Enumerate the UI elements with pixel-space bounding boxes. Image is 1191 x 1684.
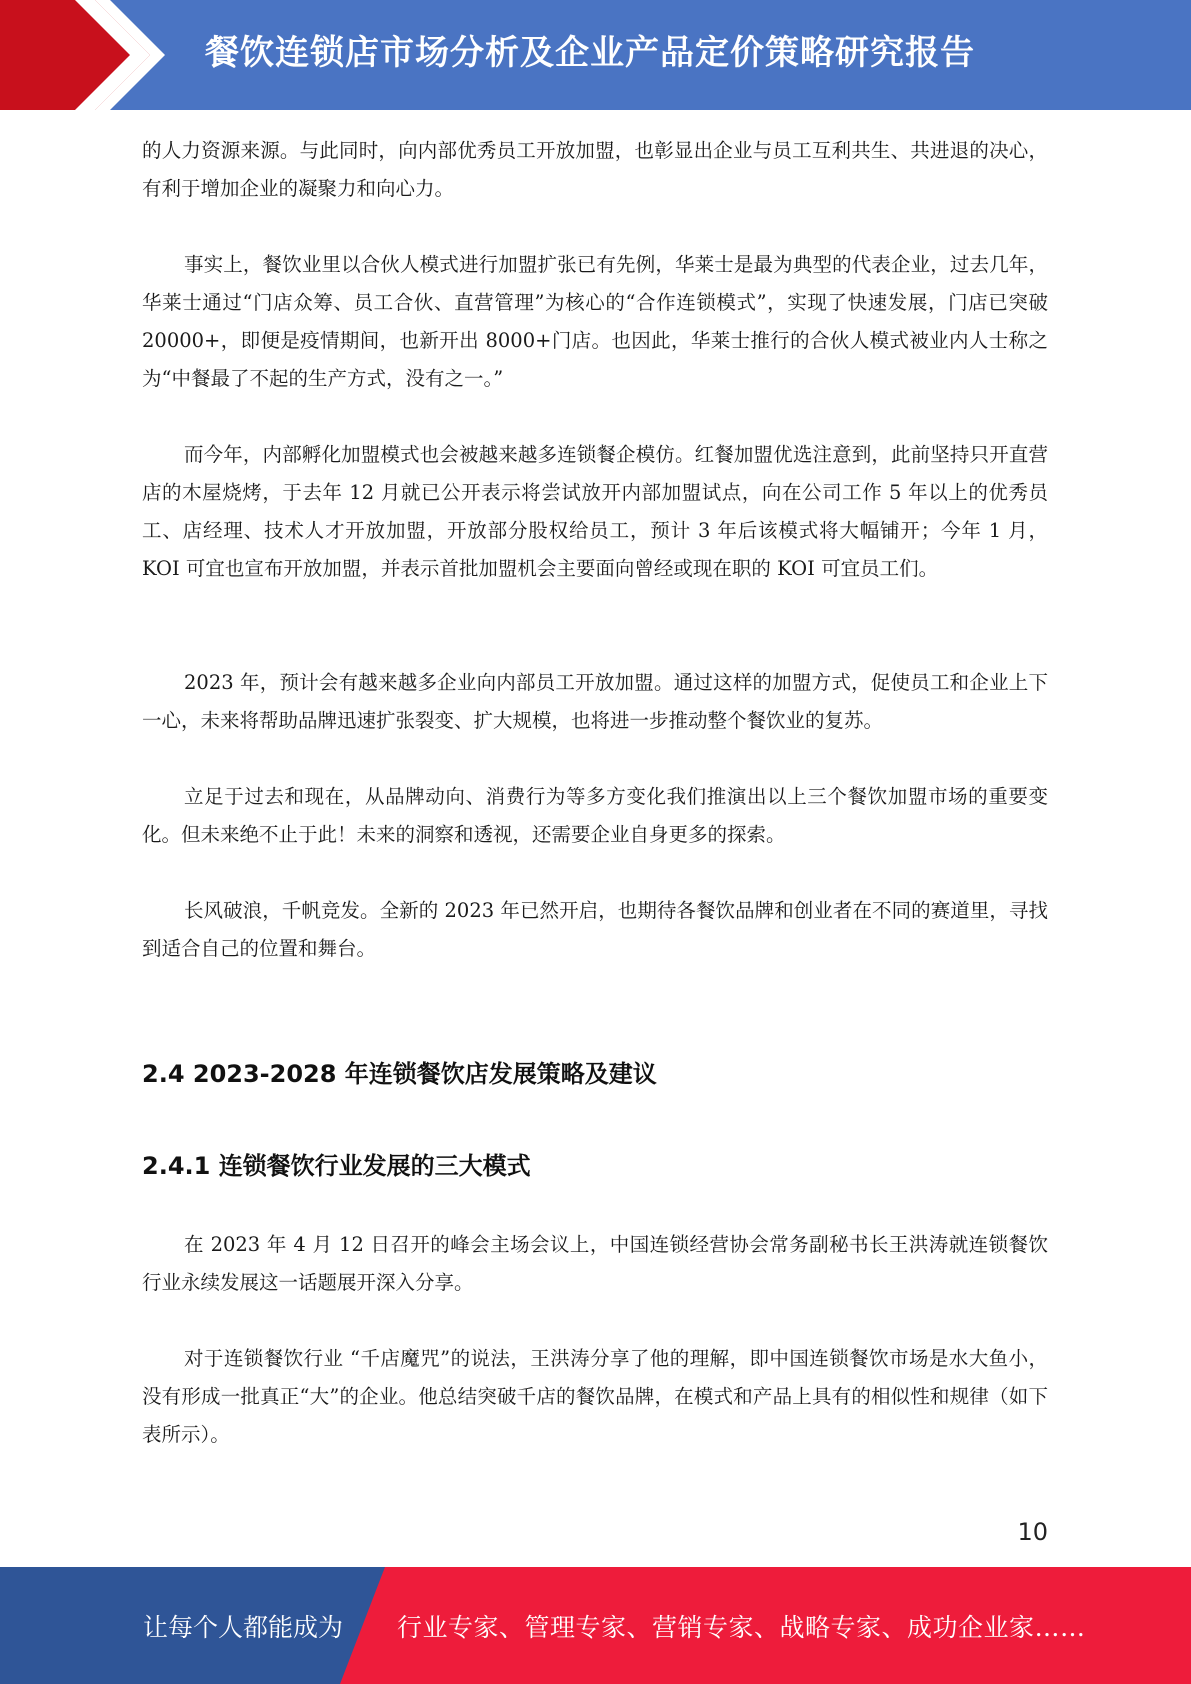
footer-banner (0, 1567, 1191, 1684)
paragraph: 对于连锁餐饮行业 “千店魔咒”的说法，王洪涛分享了他的理解，即中国连锁餐饮市场是水大鱼小，没有形成一批真正“大”的企业。他总结突破千店的餐饮品牌，在模式和产品上具有的相似性和规律（如下表所示）。 (142, 1347, 1048, 1446)
subsection-heading: 2.4.1 连锁餐饮行业发展的三大模式 (142, 1152, 531, 1180)
footer-slogan-right: 行业专家、管理专家、营销专家、战略专家、成功企业家…… (397, 1613, 1086, 1642)
footer-slogan-left: 让每个人都能成为 (143, 1613, 344, 1642)
header-banner (0, 0, 1191, 110)
paragraph: 在 2023 年 4 月 12 日召开的峰会主场会议上，中国连锁经营协会常务副秘书长王洪涛就连锁餐饮行业永续发展这一话题展开深入分享。 (142, 1233, 1048, 1294)
paragraph: 而今年，内部孵化加盟模式也会被越来越多连锁餐企模仿。红餐加盟优选注意到，此前坚持只开直营店的木屋烧烤，于去年 12 月就已公开表示将尝试放开内部加盟试点，向在公司工作 5 年以上的优秀员工、店经理、技术人才开放加盟，开放部分股权给员工，预计 3 年后该模式将大幅铺开；今年 1 月，KOI 可宜也宣布开放加盟，并表示首批加盟机会主要面向曾经或现在职的 KOI 可宜员工们。 (142, 443, 1048, 580)
page-number: 10 (1017, 1518, 1048, 1546)
paragraph: 2023 年，预计会有越来越多企业向内部员工开放加盟。通过这样的加盟方式，促使员工和企业上下一心，未来将帮助品牌迅速扩张裂变、扩大规模，也将进一步推动整个餐饮业的复苏。 (142, 671, 1048, 732)
paragraph: 事实上，餐饮业里以合伙人模式进行加盟扩张已有先例，华莱士是最为典型的代表企业，过去几年，华莱士通过“门店众筹、员工合伙、直营管理”为核心的“合作连锁模式”，实现了快速发展，门店已突破 20000+，即便是疫情期间，也新开出 8000+门店。也因此，华莱士推行的合伙人模式被业内人士称之为“中餐最了不起的生产方式，没有之一。” (142, 253, 1048, 390)
paragraph: 的人力资源来源。与此同时，向内部优秀员工开放加盟，也彰显出企业与员工互利共生、共进退的决心，有利于增加企业的凝聚力和向心力。 (142, 139, 1048, 200)
report-title: 餐饮连锁店市场分析及企业产品定价策略研究报告 (205, 33, 975, 73)
paragraph: 立足于过去和现在，从品牌动向、消费行为等多方变化我们推演出以上三个餐饮加盟市场的重要变化。但未来绝不止于此！未来的洞察和透视，还需要企业自身更多的探索。 (142, 785, 1048, 846)
paragraph: 长风破浪，千帆竞发。全新的 2023 年已然开启，也期待各餐饮品牌和创业者在不同的赛道里，寻找到适合自己的位置和舞台。 (142, 899, 1048, 960)
section-heading: 2.4 2023-2028 年连锁餐饮店发展策略及建议 (142, 1060, 657, 1088)
